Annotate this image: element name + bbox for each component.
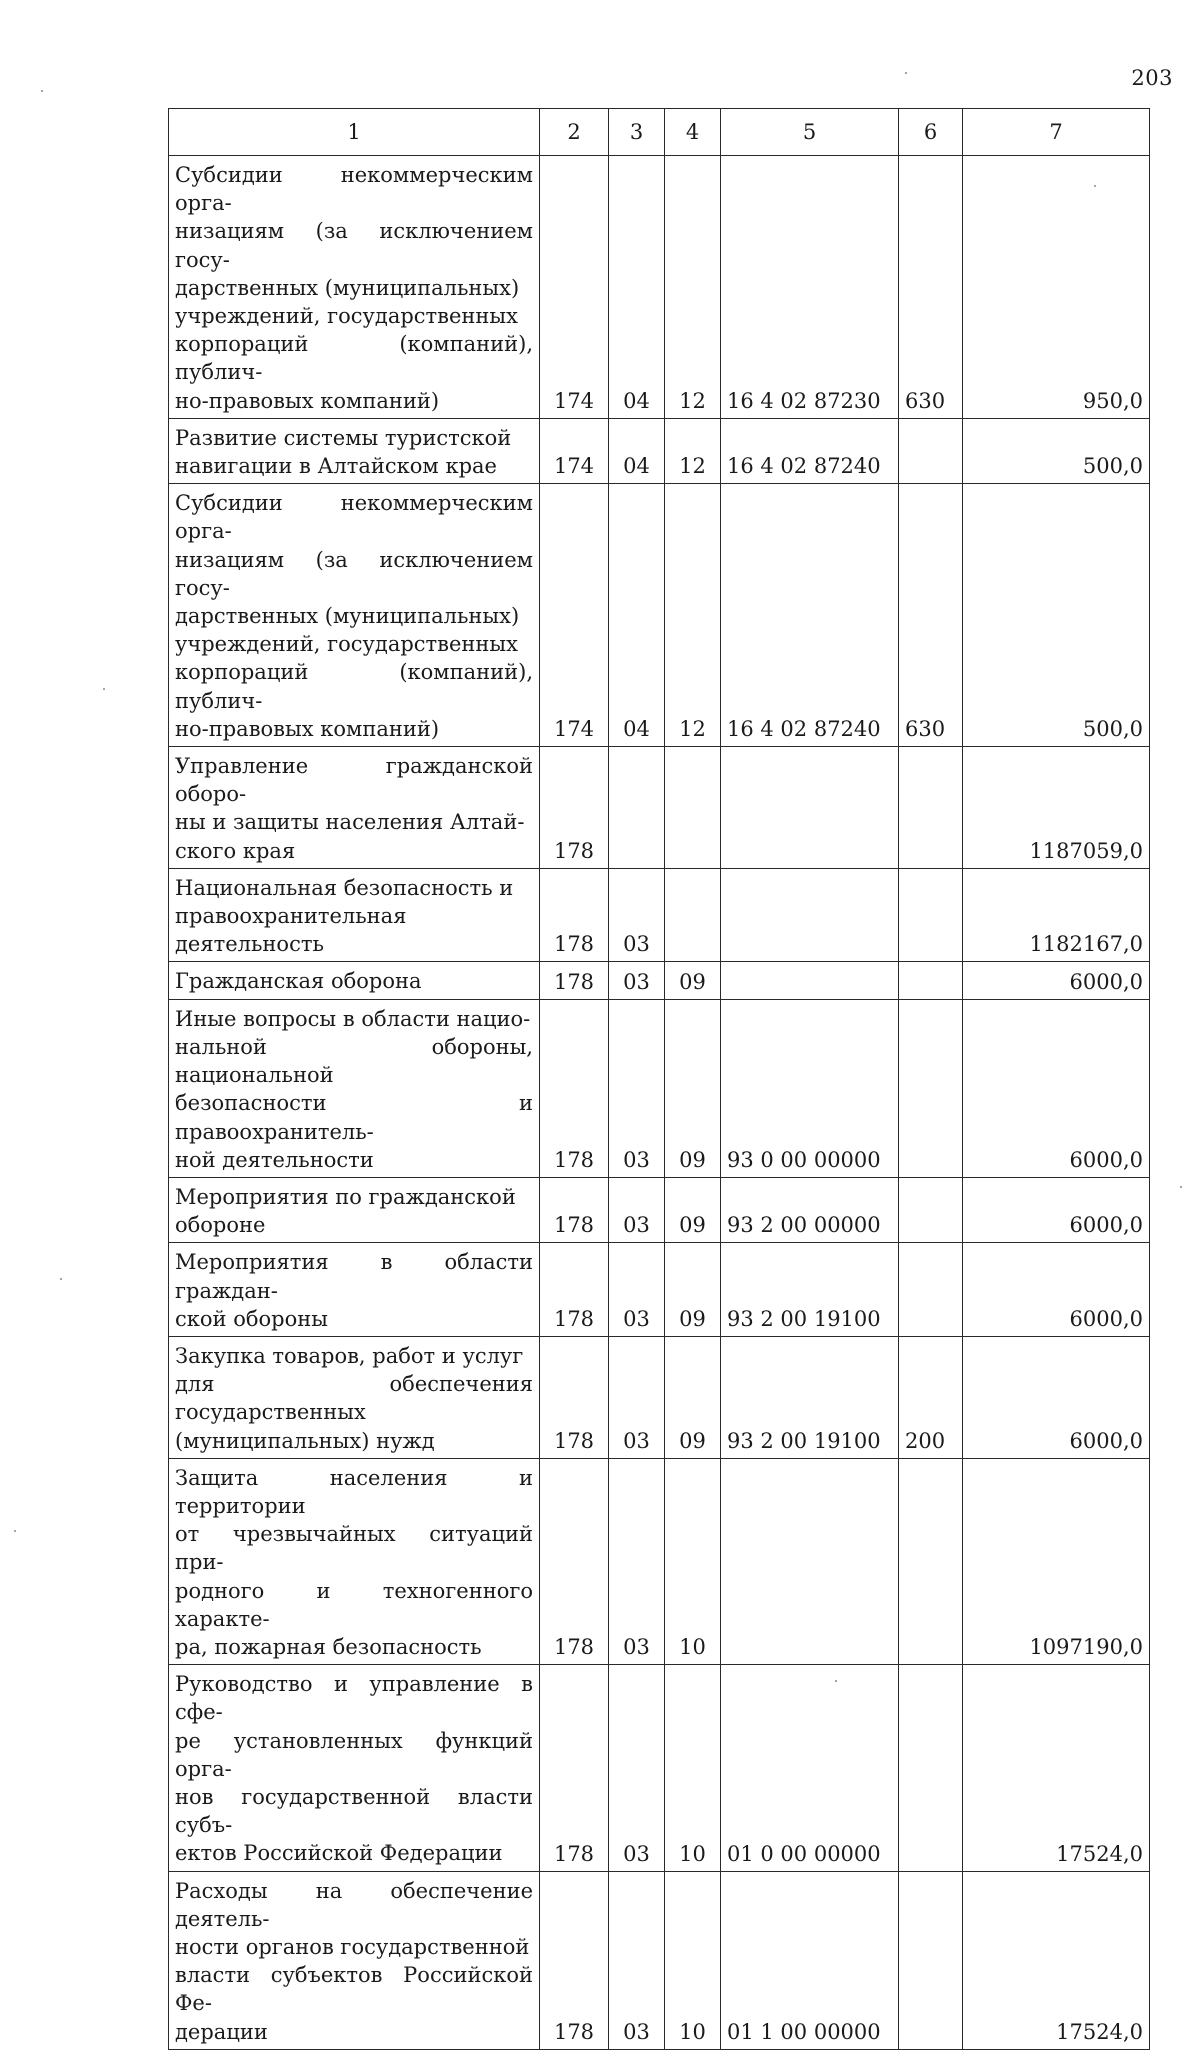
code-cell-4: 12 xyxy=(665,484,721,747)
col-header-7: 7 xyxy=(963,109,1150,156)
scan-speck xyxy=(41,90,43,92)
code-cell-5: 16 4 02 87230 xyxy=(721,156,899,419)
amount-cell: 6000,0 xyxy=(963,962,1150,999)
scan-speck xyxy=(835,1680,837,1682)
code-cell-4: 10 xyxy=(665,1665,721,1871)
amount-cell: 1187059,0 xyxy=(963,747,1150,869)
code-cell-5: 93 2 00 00000 xyxy=(721,1177,899,1242)
table-row xyxy=(169,868,1150,962)
desc-cell: Субсидии некоммерческим орга- низациям (за исключением госу- дарственных (муниципальных) учреждений, государственных корпораций (компаний), публич- но-правовых компаний) xyxy=(169,484,540,747)
code-cell-6 xyxy=(899,747,963,869)
budget-table xyxy=(168,108,1150,2050)
code-cell-6 xyxy=(899,1458,963,1664)
code-cell-6: 630 xyxy=(899,484,963,747)
code-cell-2: 178 xyxy=(540,1336,609,1458)
desc-cell: Гражданская оборона xyxy=(169,962,540,999)
scan-speck xyxy=(14,1530,16,1532)
code-cell-4: 10 xyxy=(665,1458,721,1664)
code-cell-4: 12 xyxy=(665,418,721,483)
code-cell-3: 03 xyxy=(609,1336,665,1458)
code-cell-3: 03 xyxy=(609,999,665,1177)
code-cell-5: 01 0 00 00000 xyxy=(721,1665,899,1871)
desc-cell: Защита населения и территории от чрезвычайных ситуаций при- родного и техногенного характе- ра, пожарная безопасность xyxy=(169,1458,540,1664)
code-cell-5 xyxy=(721,747,899,869)
code-cell-3: 03 xyxy=(609,868,665,962)
col-header-5: 5 xyxy=(721,109,899,156)
code-cell-2: 178 xyxy=(540,999,609,1177)
code-cell-4 xyxy=(665,747,721,869)
col-header-2: 2 xyxy=(540,109,609,156)
code-cell-3: 04 xyxy=(609,418,665,483)
amount-cell: 1182167,0 xyxy=(963,868,1150,962)
code-cell-2: 178 xyxy=(540,1665,609,1871)
code-cell-2: 174 xyxy=(540,484,609,747)
table-row xyxy=(169,999,1150,1177)
code-cell-3: 03 xyxy=(609,962,665,999)
table-row xyxy=(169,747,1150,869)
code-cell-6 xyxy=(899,1871,963,2049)
code-cell-2: 174 xyxy=(540,418,609,483)
code-cell-6 xyxy=(899,418,963,483)
header-row xyxy=(169,109,1150,156)
amount-cell: 950,0 xyxy=(963,156,1150,419)
code-cell-4 xyxy=(665,868,721,962)
code-cell-4: 09 xyxy=(665,962,721,999)
scan-speck xyxy=(103,688,105,690)
amount-cell: 6000,0 xyxy=(963,999,1150,1177)
table-row xyxy=(169,1177,1150,1242)
code-cell-4: 09 xyxy=(665,1243,721,1337)
desc-cell: Развитие системы туристской навигации в Алтайском крае xyxy=(169,418,540,483)
code-cell-5: 16 4 02 87240 xyxy=(721,484,899,747)
amount-cell: 17524,0 xyxy=(963,1871,1150,2049)
code-cell-3: 03 xyxy=(609,1458,665,1664)
amount-cell: 6000,0 xyxy=(963,1336,1150,1458)
table-row xyxy=(169,1871,1150,2049)
table-row xyxy=(169,484,1150,747)
scan-speck xyxy=(905,72,907,74)
code-cell-6 xyxy=(899,1665,963,1871)
code-cell-4: 12 xyxy=(665,156,721,419)
amount-cell: 500,0 xyxy=(963,418,1150,483)
table-row xyxy=(169,1243,1150,1337)
desc-cell: Иные вопросы в области нацио- нальной обороны, национальной безопасности и правоохранитель- ной деятельности xyxy=(169,999,540,1177)
code-cell-5: 16 4 02 87240 xyxy=(721,418,899,483)
code-cell-4: 09 xyxy=(665,1336,721,1458)
code-cell-3: 04 xyxy=(609,484,665,747)
code-cell-4: 09 xyxy=(665,1177,721,1242)
code-cell-3: 03 xyxy=(609,1177,665,1242)
scan-speck xyxy=(1094,185,1096,187)
code-cell-6 xyxy=(899,868,963,962)
code-cell-6: 200 xyxy=(899,1336,963,1458)
table-row xyxy=(169,418,1150,483)
code-cell-2: 178 xyxy=(540,1871,609,2049)
code-cell-2: 174 xyxy=(540,156,609,419)
amount-cell: 17524,0 xyxy=(963,1665,1150,1871)
desc-cell: Национальная безопасность и правоохранительная деятельность xyxy=(169,868,540,962)
desc-cell: Мероприятия по гражданской обороне xyxy=(169,1177,540,1242)
desc-cell: Субсидии некоммерческим орга- низациям (за исключением госу- дарственных (муниципальных) учреждений, государственных корпораций (компаний), публич- но-правовых компаний) xyxy=(169,156,540,419)
code-cell-3: 03 xyxy=(609,1665,665,1871)
code-cell-2: 178 xyxy=(540,1458,609,1664)
code-cell-6 xyxy=(899,1177,963,1242)
code-cell-5 xyxy=(721,1458,899,1664)
code-cell-2: 178 xyxy=(540,1177,609,1242)
code-cell-5: 93 0 00 00000 xyxy=(721,999,899,1177)
col-header-1: 1 xyxy=(169,109,540,156)
scan-speck xyxy=(60,1278,62,1280)
code-cell-6: 630 xyxy=(899,156,963,419)
code-cell-3 xyxy=(609,747,665,869)
amount-cell: 1097190,0 xyxy=(963,1458,1150,1664)
desc-cell: Расходы на обеспечение деятель- ности органов государственной власти субъектов Российской Фе- дерации xyxy=(169,1871,540,2049)
code-cell-5: 93 2 00 19100 xyxy=(721,1336,899,1458)
table-row xyxy=(169,1458,1150,1664)
table-row xyxy=(169,1665,1150,1871)
code-cell-5 xyxy=(721,962,899,999)
table-row xyxy=(169,1336,1150,1458)
code-cell-6 xyxy=(899,962,963,999)
code-cell-6 xyxy=(899,999,963,1177)
code-cell-4: 10 xyxy=(665,1871,721,2049)
amount-cell: 500,0 xyxy=(963,484,1150,747)
col-header-3: 3 xyxy=(609,109,665,156)
code-cell-5: 93 2 00 19100 xyxy=(721,1243,899,1337)
code-cell-2: 178 xyxy=(540,962,609,999)
code-cell-5: 01 1 00 00000 xyxy=(721,1871,899,2049)
scan-speck xyxy=(1180,1186,1182,1188)
desc-cell: Мероприятия в области граждан- ской обороны xyxy=(169,1243,540,1337)
amount-cell: 6000,0 xyxy=(963,1177,1150,1242)
desc-cell: Закупка товаров, работ и услуг для обеспечения государственных (муниципальных) нужд xyxy=(169,1336,540,1458)
amount-cell: 6000,0 xyxy=(963,1243,1150,1337)
code-cell-3: 03 xyxy=(609,1871,665,2049)
desc-cell: Руководство и управление в сфе- ре установленных функций орга- нов государственной власти субъ- ектов Российской Федерации xyxy=(169,1665,540,1871)
col-header-4: 4 xyxy=(665,109,721,156)
table-row xyxy=(169,962,1150,999)
code-cell-2: 178 xyxy=(540,1243,609,1337)
code-cell-6 xyxy=(899,1243,963,1337)
code-cell-3: 04 xyxy=(609,156,665,419)
page-number: 203 xyxy=(1131,66,1173,90)
desc-cell: Управление гражданской оборо- ны и защиты населения Алтай- ского края xyxy=(169,747,540,869)
code-cell-4: 09 xyxy=(665,999,721,1177)
code-cell-3: 03 xyxy=(609,1243,665,1337)
table-row xyxy=(169,156,1150,419)
code-cell-5 xyxy=(721,868,899,962)
code-cell-2: 178 xyxy=(540,747,609,869)
col-header-6: 6 xyxy=(899,109,963,156)
code-cell-2: 178 xyxy=(540,868,609,962)
